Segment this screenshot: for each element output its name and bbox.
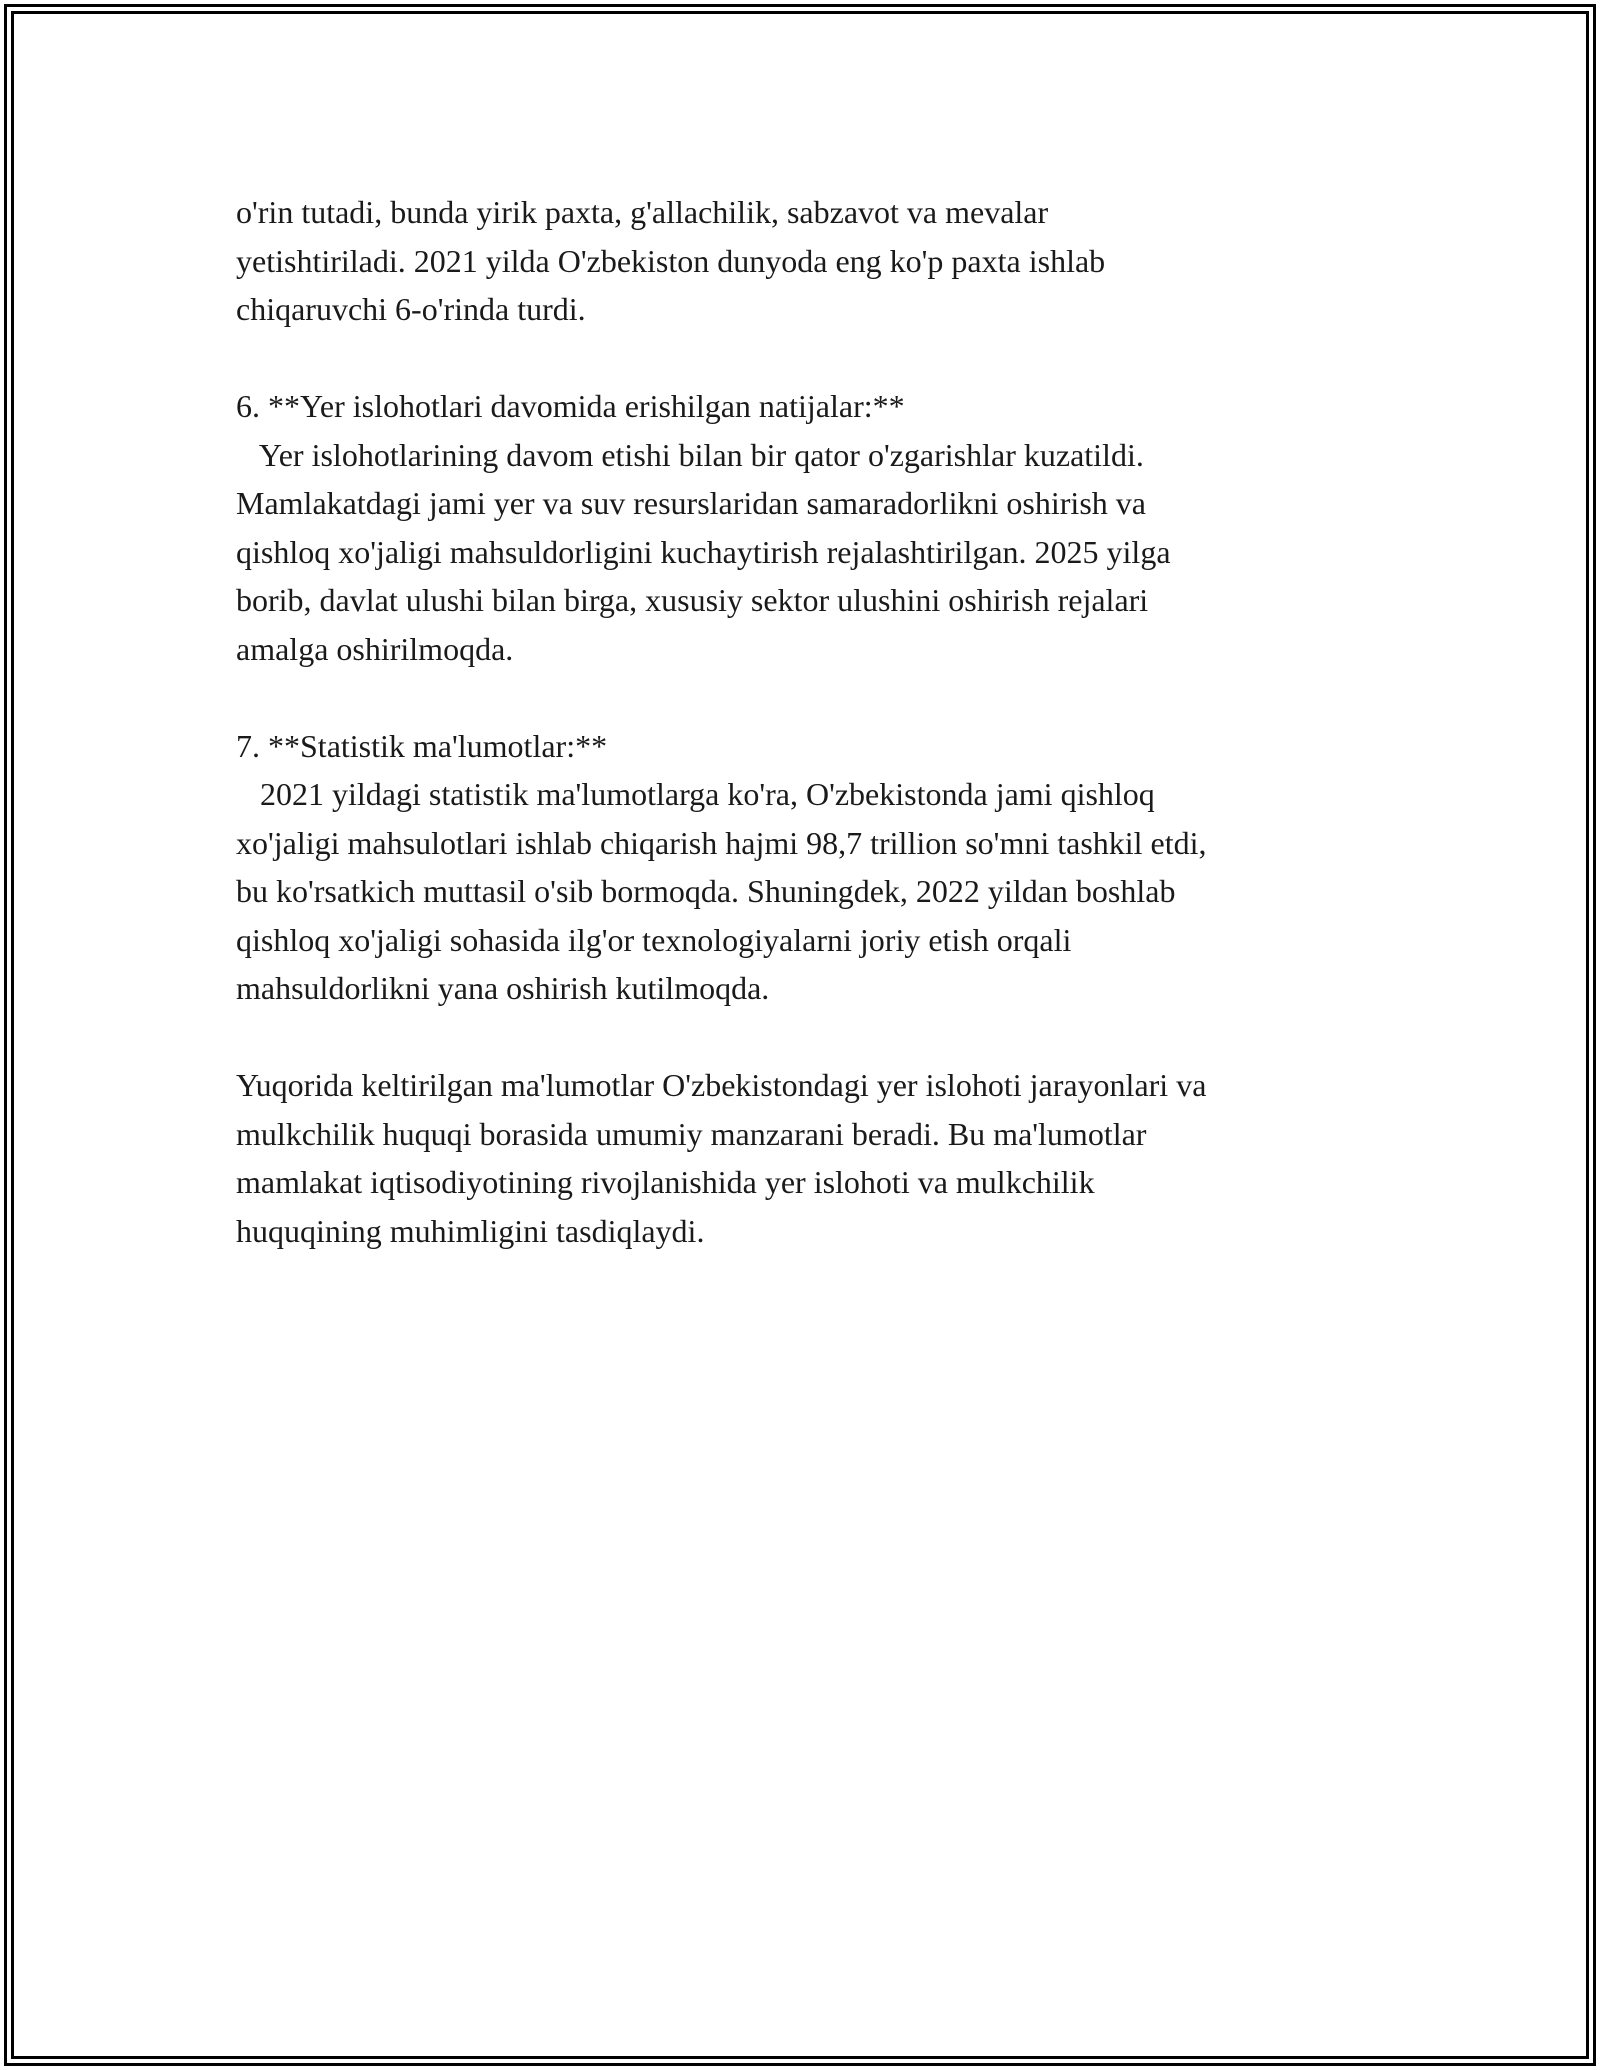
text-line: Mamlakatdagi jami yer va suv resurslaridan samaradorlikni oshirish va <box>236 485 1146 521</box>
paragraph-section-7 <box>236 722 1366 1013</box>
text-line: Yer islohotlarining davom etishi bilan bir qator o'zgarishlar kuzatildi. <box>236 436 1144 473</box>
text-line: huquqining muhimligini tasdiqlaydi. <box>236 1212 705 1249</box>
text-line: 2021 yildagi statistik ma'lumotlarga ko'ra, O'zbekistonda jami qishloq <box>236 776 1155 812</box>
text-line: yetishtiriladi. 2021 yilda O'zbekiston dunyoda eng ko'p paxta ishlab <box>236 242 1106 279</box>
paragraph-continuation <box>236 188 1366 334</box>
text-line: amalga oshirilmoqda. <box>236 630 514 667</box>
document-body <box>236 188 1366 1255</box>
text-line: chiqaruvchi 6-o'rinda turdi. <box>236 291 586 327</box>
section-heading: 7. **Statistik ma'lumotlar:** <box>236 727 608 764</box>
text-line: o'rin tutadi, bunda yirik paxta, g'allachilik, sabzavot va mevalar <box>236 194 1049 230</box>
text-line: mamlakat iqtisodiyotining rivojlanishida yer islohoti va mulkchilik <box>236 1164 1095 1200</box>
text-line: xo'jaligi mahsulotlari ishlab chiqarish hajmi 98,7 trillion so'mni tashkil etdi, <box>236 824 1207 861</box>
text-line: Yuqorida keltirilgan ma'lumotlar O'zbekistondagi yer islohoti jarayonlari va <box>236 1067 1207 1103</box>
text-line: mulkchilik huquqi borasida umumiy manzarani beradi. Bu ma'lumotlar <box>236 1115 1147 1152</box>
paragraph-section-6 <box>236 382 1366 673</box>
text-line: qishloq xo'jaligi mahsuldorligini kuchaytirish rejalashtirilgan. 2025 yilga <box>236 533 1171 570</box>
section-heading: 6. **Yer islohotlari davomida erishilgan natijalar:** <box>236 388 905 424</box>
text-line: bu ko'rsatkich muttasil o'sib bormoqda. Shuningdek, 2022 yildan boshlab <box>236 873 1176 909</box>
text-line: borib, davlat ulushi bilan birga, xususiy sektor ulushini oshirish rejalari <box>236 582 1149 618</box>
paragraph-conclusion <box>236 1061 1366 1255</box>
text-line: qishloq xo'jaligi sohasida ilg'or texnologiyalarni joriy etish orqali <box>236 921 1072 958</box>
text-line: mahsuldorlikni yana oshirish kutilmoqda. <box>236 970 770 1006</box>
